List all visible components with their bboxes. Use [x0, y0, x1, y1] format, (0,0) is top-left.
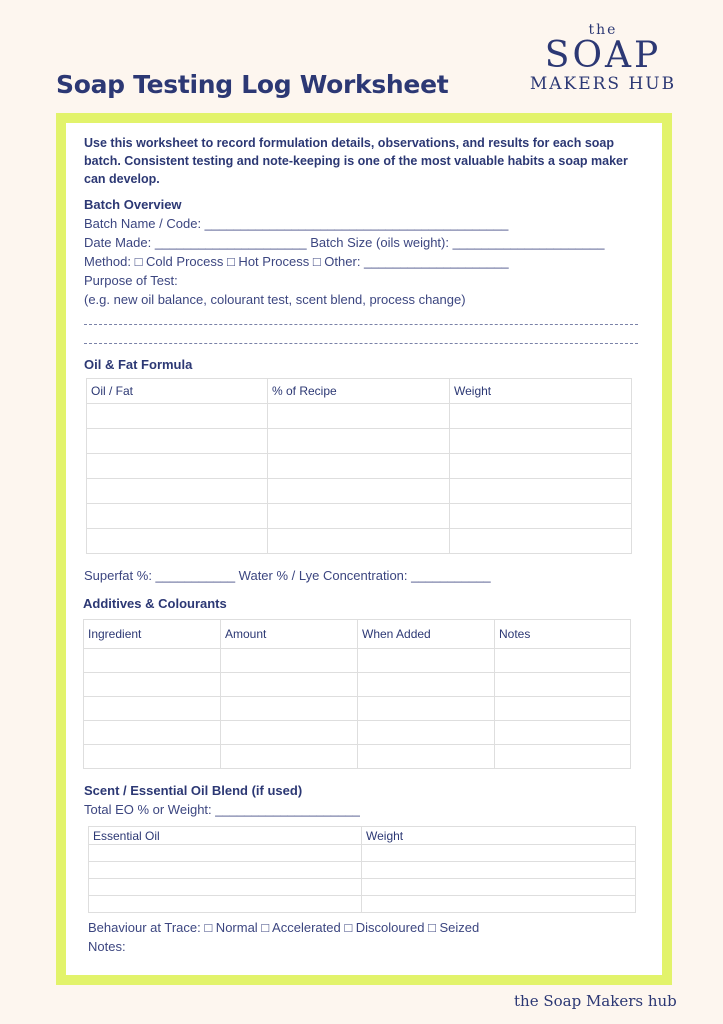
additives-table: [83, 619, 631, 769]
additives-table-cell[interactable]: [221, 721, 358, 745]
oil-table-cell[interactable]: [87, 429, 268, 454]
essential-oil-table-cell[interactable]: [362, 845, 636, 862]
date-size-field[interactable]: Date Made: _____________________ Batch Size (oils weight): _____________________: [84, 235, 605, 250]
essential-oil-table-cell[interactable]: [89, 879, 362, 896]
essential-oil-table-cell[interactable]: [362, 879, 636, 896]
when-added-col-header: When Added: [358, 620, 495, 649]
additives-table-row: [84, 649, 631, 673]
notes-label: Notes:: [88, 939, 126, 954]
additives-table-row: [84, 745, 631, 769]
eo-weight-col-header: Weight: [362, 827, 636, 845]
oil-table-cell[interactable]: [87, 404, 268, 429]
oil-table-cell[interactable]: [450, 404, 632, 429]
superfat-field[interactable]: Superfat %: ___________ Water % / Lye Concentration: ___________: [84, 568, 491, 583]
logo-soap: SOAP: [544, 35, 662, 76]
essential-oil-col-header: Essential Oil: [89, 827, 362, 845]
additives-table-cell[interactable]: [358, 649, 495, 673]
weight-col-header: Weight: [450, 379, 632, 404]
oil-table-row: [87, 504, 632, 529]
oil-table-cell[interactable]: [450, 429, 632, 454]
oil-table-cell[interactable]: [450, 479, 632, 504]
oil-formula-table: [86, 378, 632, 554]
oil-table-cell[interactable]: [268, 504, 450, 529]
additives-table-cell[interactable]: [358, 697, 495, 721]
additives-heading: Additives & Colourants: [83, 596, 227, 611]
essential-oil-table-cell[interactable]: [89, 862, 362, 879]
purpose-line-2[interactable]: [84, 343, 638, 344]
additives-table-cell[interactable]: [495, 697, 631, 721]
page-title: Soap Testing Log Worksheet: [56, 70, 449, 99]
percent-col-header: % of Recipe: [268, 379, 450, 404]
logo-the: the: [588, 22, 618, 38]
additives-table-cell[interactable]: [495, 649, 631, 673]
total-eo-field[interactable]: Total EO % or Weight: ____________________: [84, 802, 360, 817]
additives-table-row: [84, 721, 631, 745]
batch-name-field[interactable]: Batch Name / Code: __________________________________________: [84, 216, 509, 231]
additives-table-cell[interactable]: [84, 697, 221, 721]
essential-oil-table-row: [89, 862, 636, 879]
oil-table-cell[interactable]: [87, 479, 268, 504]
oil-table-cell[interactable]: [450, 529, 632, 554]
additives-table-cell[interactable]: [358, 721, 495, 745]
essential-oil-table: [88, 826, 636, 913]
oil-table-row: [87, 479, 632, 504]
oil-table-cell[interactable]: [87, 529, 268, 554]
oil-table-cell[interactable]: [87, 454, 268, 479]
oil-table-cell[interactable]: [268, 429, 450, 454]
additives-table-cell[interactable]: [84, 673, 221, 697]
purpose-line-1[interactable]: [84, 324, 638, 325]
scent-heading: Scent / Essential Oil Blend (if used): [84, 783, 303, 798]
additives-table-row: [84, 697, 631, 721]
additives-table-cell[interactable]: [84, 721, 221, 745]
additives-table-cell[interactable]: [84, 649, 221, 673]
footer-brand: the Soap Makers hub: [514, 992, 677, 1010]
essential-oil-table-cell[interactable]: [89, 845, 362, 862]
intro-text: Use this worksheet to record formulation details, observations, and results for each soap batch. Consistent testing and note-keeping is one of the most valuable habits a soap maker can develop.: [84, 136, 628, 186]
additives-table-cell[interactable]: [221, 745, 358, 769]
essential-oil-table-row: [89, 845, 636, 862]
additives-table-cell[interactable]: [358, 673, 495, 697]
amount-col-header: Amount: [221, 620, 358, 649]
additives-table-cell[interactable]: [221, 649, 358, 673]
oil-table-cell[interactable]: [87, 504, 268, 529]
additives-table-cell[interactable]: [495, 673, 631, 697]
oil-table-row: [87, 529, 632, 554]
essential-oil-table-cell[interactable]: [362, 896, 636, 913]
notes-col-header: Notes: [495, 620, 631, 649]
oil-col-header: Oil / Fat: [87, 379, 268, 404]
oil-table-row: [87, 429, 632, 454]
oil-table-cell[interactable]: [268, 454, 450, 479]
additives-table-cell[interactable]: [358, 745, 495, 769]
oil-table-cell[interactable]: [268, 529, 450, 554]
oil-table-row: [87, 404, 632, 429]
logo-makers-hub: MAKERS HUB: [529, 74, 677, 94]
essential-oil-table-cell[interactable]: [362, 862, 636, 879]
oil-table-cell[interactable]: [268, 479, 450, 504]
oil-table-cell[interactable]: [450, 504, 632, 529]
ingredient-col-header: Ingredient: [84, 620, 221, 649]
oil-table-cell[interactable]: [268, 404, 450, 429]
purpose-label: Purpose of Test:: [84, 273, 178, 288]
method-field[interactable]: Method: □ Cold Process □ Hot Process □ Other: ____________________: [84, 254, 509, 269]
additives-table-cell[interactable]: [495, 745, 631, 769]
additives-table-cell[interactable]: [495, 721, 631, 745]
batch-overview-heading: Batch Overview: [84, 197, 182, 212]
brand-logo: [528, 22, 678, 94]
essential-oil-table-cell[interactable]: [89, 896, 362, 913]
essential-oil-table-row: [89, 879, 636, 896]
essential-oil-table-row: [89, 896, 636, 913]
oil-formula-heading: Oil & Fat Formula: [84, 357, 193, 372]
additives-table-cell[interactable]: [84, 745, 221, 769]
oil-table-row: [87, 454, 632, 479]
purpose-hint: (e.g. new oil balance, colourant test, scent blend, process change): [84, 292, 466, 307]
oil-table-cell[interactable]: [450, 454, 632, 479]
trace-behaviour-field[interactable]: Behaviour at Trace: □ Normal □ Accelerated □ Discoloured □ Seized: [88, 920, 480, 935]
additives-table-cell[interactable]: [221, 697, 358, 721]
additives-table-row: [84, 673, 631, 697]
additives-table-cell[interactable]: [221, 673, 358, 697]
